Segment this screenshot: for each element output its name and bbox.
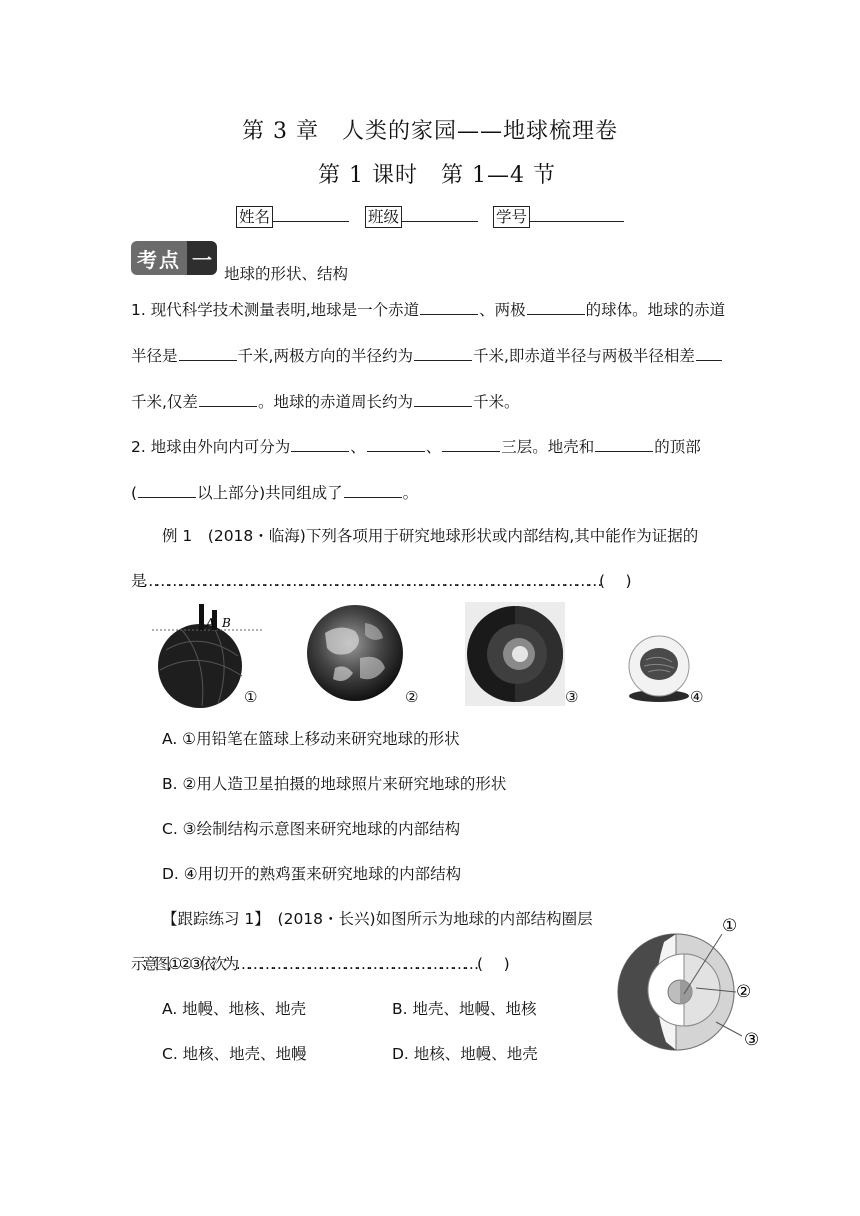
diagram-label-3: ③ [744, 1030, 760, 1050]
image-label-1: ① [244, 688, 258, 706]
example1-option-c[interactable]: C. ③绘制结构示意图来研究地球的内部结构 [162, 820, 461, 838]
structure-diagram-image [465, 602, 565, 706]
pencil-b-label: B [222, 616, 231, 630]
example1-option-d[interactable]: D. ④用切开的熟鸡蛋来研究地球的内部结构 [162, 865, 462, 883]
pencil-a-label: A [206, 616, 215, 630]
practice1-option-d[interactable]: D. 地核、地幔、地壳 [392, 1045, 538, 1063]
earth-layers-diagram [612, 912, 772, 1058]
practice1-option-a[interactable]: A. 地幔、地核、地壳 [162, 1000, 307, 1018]
badge-number: 一 [187, 241, 217, 275]
class-field[interactable] [365, 205, 478, 227]
class-label: 班级 [365, 206, 402, 228]
practice1-option-c[interactable]: C. 地核、地壳、地幔 [162, 1045, 307, 1063]
example1-option-b[interactable]: B. ②用人造卫星拍摄的地球照片来研究地球的形状 [162, 775, 507, 793]
number-label: 学号 [493, 206, 530, 228]
example1-option-a[interactable]: A. ①用铅笔在篮球上移动来研究地球的形状 [162, 730, 460, 748]
image-label-2: ② [405, 688, 419, 706]
page-subtitle: 第 1 课时 第 1—4 节 [318, 163, 556, 188]
name-field[interactable] [236, 205, 349, 227]
q1-line1: 1. 现代科学技术测量表明,地球是一个赤道 、两极 的球体。地球的赤道 [131, 301, 726, 319]
image-label-3: ③ [565, 688, 579, 706]
q1-line2: 半径是 千米,两极方向的半径约为 千米,即赤道半径与两极半径相差 [131, 344, 723, 366]
image-label-4: ④ [690, 688, 704, 706]
example1-line1: 例 1 (2018・临海)下列各项用于研究地球形状或内部结构,其中能作为证据的 [162, 527, 699, 545]
page-title: 第 3 章 人类的家园——地球梳理卷 [242, 119, 618, 144]
q2-line2: ( 以上部分)共同组成了 。 [131, 484, 419, 502]
practice1-line2: 示意图,①②③依次为…………………………………………………… ( ) [131, 955, 507, 973]
q2-line1: 2. 地球由外向内可分为 、 、 三层。地壳和 的顶部 [131, 438, 701, 456]
name-label: 姓名 [236, 206, 273, 228]
q1-line3: 千米,仅差 。地球的赤道周长约为 千米。 [131, 393, 520, 411]
satellite-earth-image [305, 603, 405, 703]
practice1-line1: 【跟踪练习 1】 (2018・长兴)如图所示为地球的内部结构圈层 [162, 910, 593, 928]
section-badge [131, 241, 217, 275]
section-heading: 地球的形状、结构 [224, 265, 349, 283]
boiled-egg-image [626, 632, 692, 704]
diagram-label-1: ① [722, 916, 738, 936]
diagram-label-2: ② [736, 982, 752, 1002]
example1-line2: 是……………………………………………………………………………………………………( ) [131, 572, 629, 590]
practice1-option-b[interactable]: B. 地壳、地幔、地核 [392, 1000, 537, 1018]
number-field[interactable] [493, 205, 624, 227]
badge-text: 考点 [131, 241, 187, 275]
